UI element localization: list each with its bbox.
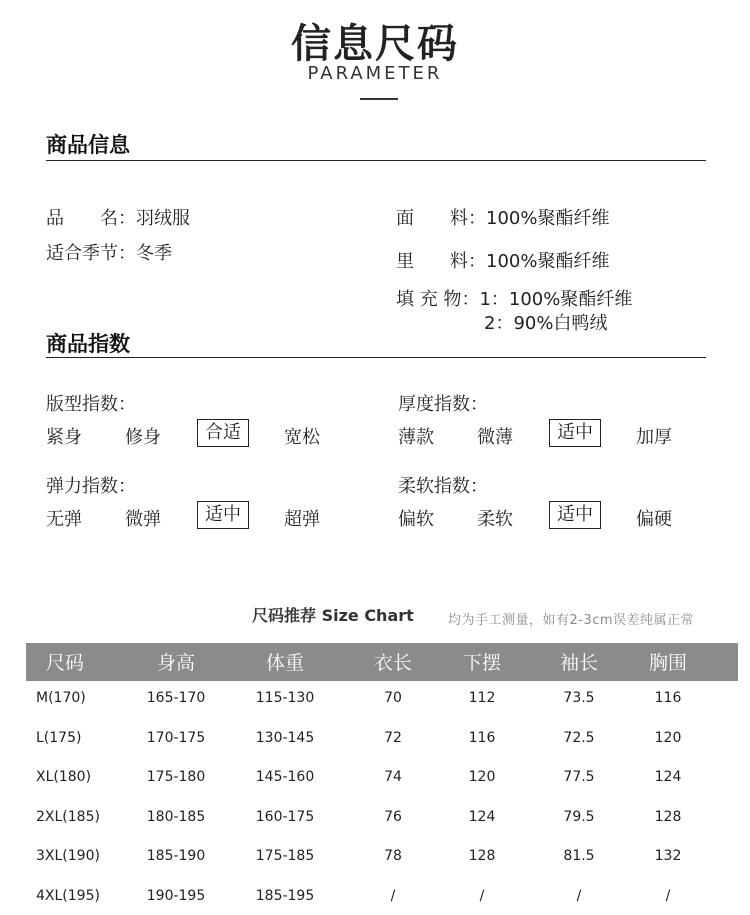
fit-option-selected: 合适 xyxy=(197,419,249,447)
thickness-option: 加厚 xyxy=(636,427,672,448)
table-cell: 128 xyxy=(468,848,496,864)
table-cell: 4XL(195) xyxy=(36,887,100,904)
column-header-chest: 胸围 xyxy=(648,652,687,674)
table-cell: / xyxy=(479,887,485,904)
thickness-option: 微薄 xyxy=(477,427,513,448)
table-cell: 160-175 xyxy=(255,808,315,825)
elasticity-option: 超弹 xyxy=(284,509,320,530)
table-cell: M(170) xyxy=(36,690,86,706)
table-cell: XL(180) xyxy=(36,769,92,785)
fit-index-label: 版型指数： xyxy=(46,394,136,415)
column-header-sleeve: 袖长 xyxy=(559,652,598,674)
table-cell: / xyxy=(665,887,671,904)
fit-option: 修身 xyxy=(125,427,161,448)
product-lining: 里 料：100%聚酯纤维 xyxy=(396,251,610,272)
elasticity-option-selected: 适中 xyxy=(197,501,249,529)
thickness-option: 薄款 xyxy=(398,427,434,448)
table-cell: 128 xyxy=(654,808,682,825)
table-cell: 115-130 xyxy=(255,690,315,706)
table-cell: 70 xyxy=(384,690,402,706)
table-cell: 180-185 xyxy=(146,808,206,825)
size-chart-title: 尺码推荐 Size Chart xyxy=(252,606,414,625)
product-name: 品 名：羽绒服 xyxy=(46,208,190,229)
column-header-weight: 体重 xyxy=(265,652,304,674)
table-cell: 72.5 xyxy=(563,729,595,746)
table-cell: 74 xyxy=(384,769,402,785)
page-title: 信息尺码 xyxy=(291,21,459,67)
table-cell: 175-180 xyxy=(146,769,206,785)
thickness-option-selected: 适中 xyxy=(549,419,601,447)
table-cell: 120 xyxy=(468,769,496,785)
elasticity-option: 无弹 xyxy=(46,509,82,530)
size-chart-note: 均为手工测量，如有2-3cm误差纯属正常 xyxy=(448,613,695,628)
table-cell: 132 xyxy=(654,848,682,864)
table-cell: 175-185 xyxy=(255,848,315,864)
title-divider xyxy=(360,98,398,100)
fit-option: 宽松 xyxy=(284,427,320,448)
softness-index-label: 柔软指数： xyxy=(398,476,488,497)
table-cell: 190-195 xyxy=(146,887,206,904)
table-cell: 78 xyxy=(384,848,402,864)
table-cell: 165-170 xyxy=(146,690,206,706)
softness-option: 偏硬 xyxy=(636,509,672,530)
table-cell: 81.5 xyxy=(563,848,595,864)
table-cell: 2XL(185) xyxy=(36,808,100,825)
column-header-height: 身高 xyxy=(156,652,195,674)
table-cell: 79.5 xyxy=(563,808,595,825)
indices-divider xyxy=(46,357,706,358)
table-cell: 185-195 xyxy=(255,887,315,904)
softness-option: 偏软 xyxy=(398,509,434,530)
table-cell: L(175) xyxy=(36,729,82,746)
fit-option: 紧身 xyxy=(46,427,82,448)
table-cell: 124 xyxy=(468,808,496,825)
column-header-length: 衣长 xyxy=(373,652,412,674)
product-filling-2: 2：90%白鸭绒 xyxy=(484,313,608,334)
table-cell: 77.5 xyxy=(563,769,595,785)
table-cell: 73.5 xyxy=(563,690,595,706)
column-header-hem: 下摆 xyxy=(462,652,501,674)
thickness-index-label: 厚度指数： xyxy=(398,394,488,415)
table-cell: / xyxy=(390,887,396,904)
elasticity-index-label: 弹力指数： xyxy=(46,476,136,497)
table-cell: 145-160 xyxy=(255,769,315,785)
elasticity-option: 微弹 xyxy=(125,509,161,530)
indices-heading: 商品指数 xyxy=(46,332,130,356)
table-cell: 116 xyxy=(654,690,682,706)
table-cell: 72 xyxy=(384,729,402,746)
product-filling-1: 填 充 物：1：100%聚酯纤维 xyxy=(396,289,633,310)
table-cell: 170-175 xyxy=(146,729,206,746)
product-info-heading: 商品信息 xyxy=(46,133,130,157)
table-cell: 130-145 xyxy=(255,729,315,746)
table-cell: 116 xyxy=(468,729,496,746)
softness-option: 柔软 xyxy=(477,509,513,530)
table-cell: 3XL(190) xyxy=(36,848,100,864)
table-cell: 124 xyxy=(654,769,682,785)
table-cell: 76 xyxy=(384,808,402,825)
column-header-size: 尺码 xyxy=(45,652,84,674)
product-fabric: 面 料：100%聚酯纤维 xyxy=(396,208,610,229)
table-cell: 112 xyxy=(468,690,496,706)
table-cell: / xyxy=(576,887,582,904)
table-cell: 120 xyxy=(654,729,682,746)
product-season: 适合季节：冬季 xyxy=(46,243,172,264)
page-subtitle: PARAMETER xyxy=(307,63,443,84)
table-cell: 185-190 xyxy=(146,848,206,864)
softness-option-selected: 适中 xyxy=(549,501,601,529)
product-info-divider xyxy=(46,160,706,161)
